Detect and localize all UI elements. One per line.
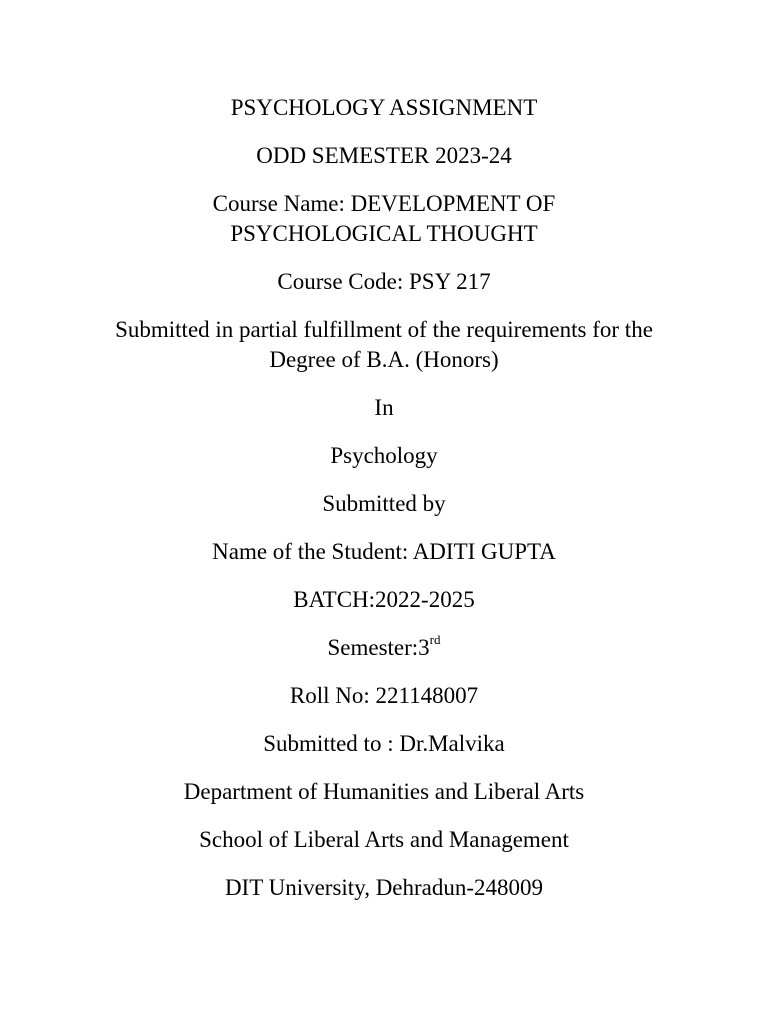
department: Department of Humanities and Liberal Arts (183, 779, 585, 804)
semester (80, 633, 688, 663)
semester-heading: ODD SEMESTER 2023-24 (256, 143, 512, 168)
in-word: In (374, 395, 394, 420)
semester-label: Semester:3 (327, 635, 430, 660)
student-name: Name of the Student: ADITI GUPTA (212, 539, 556, 564)
course-name-line1: Course Name: DEVELOPMENT OF (212, 191, 556, 216)
roll-number: Roll No: 221148007 (289, 683, 479, 708)
course-code: Course Code: PSY 217 (277, 269, 491, 294)
title-page-content (80, 93, 688, 921)
subject: Psychology (330, 443, 438, 468)
batch: BATCH:2022-2025 (293, 587, 475, 612)
university: DIT University, Dehradun-248009 (224, 875, 544, 900)
course-name-line2: PSYCHOLOGICAL THOUGHT (230, 221, 538, 246)
submitted-by-label: Submitted by (322, 491, 446, 516)
assignment-title: PSYCHOLOGY ASSIGNMENT (230, 95, 538, 120)
submission-line2: Degree of B.A. (Honors) (269, 347, 499, 372)
semester-suffix: rd (429, 632, 441, 648)
submitted-to: Submitted to : Dr.Malvika (263, 731, 505, 756)
submission-statement (80, 315, 688, 375)
school: School of Liberal Arts and Management (199, 827, 569, 852)
submission-line1: Submitted in partial fulfillment of the requirements for the (115, 317, 653, 342)
course-name (80, 189, 688, 249)
